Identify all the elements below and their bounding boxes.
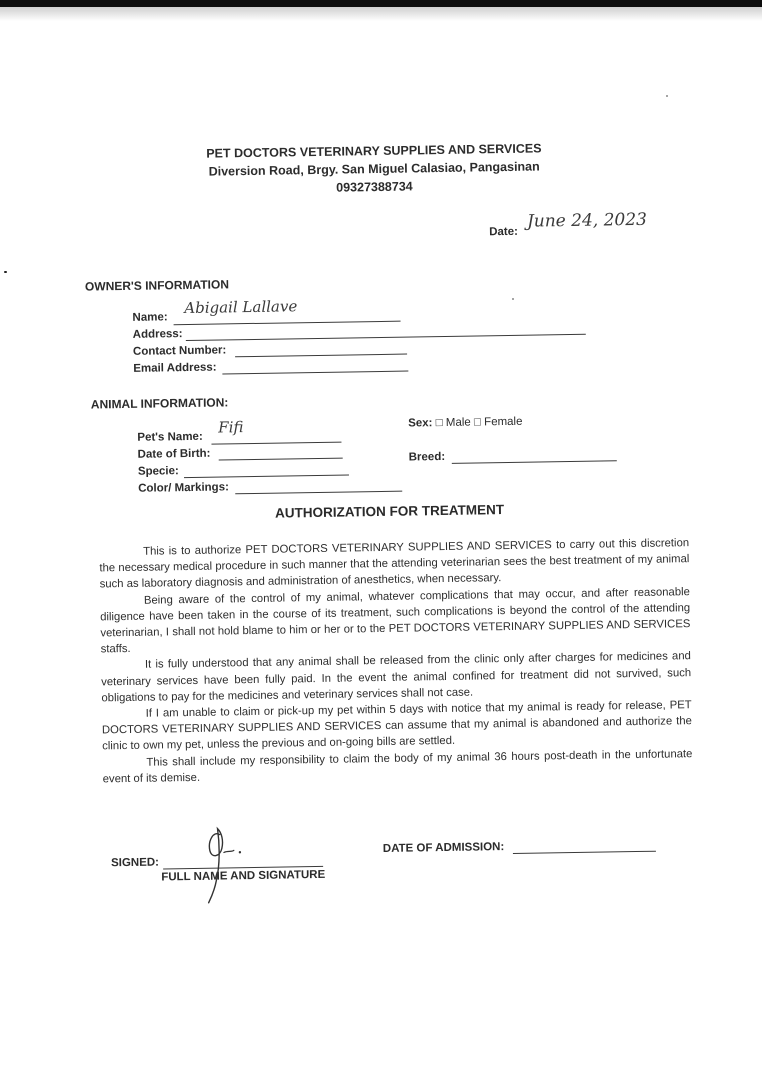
color-markings-label: Color/ Markings: <box>138 481 229 495</box>
paragraph-abandonment: If I am unable to claim or pick-up my pet within 5 days with notice that my animal is ready for release, PET DOCTORS VETERINARY SUPPLIES AND SERVICES can assume that my animal is abandoned and authorize the clinic to own my pet, unless the previous and on-going bills are settled. <box>101 699 692 753</box>
company-address: Diversion Road, Brgy. San Miguel Calasiao, Pangasinan <box>208 159 540 179</box>
email-address-label: Email Address: <box>133 361 217 375</box>
paragraph-authorize: This is to authorize PET DOCTORS VETERINARY SUPPLIES AND SERVICES to carry out this discretion the necessary medical procedure in such manner that the attending veterinarian sees the best treatment of my animal such as laboratory diagnosis and administration of anesthetics, when necessary. <box>99 537 690 591</box>
contact-number-field[interactable] <box>235 354 407 358</box>
scan-speck <box>4 271 7 273</box>
authorization-text <box>99 535 693 787</box>
owner-section-title: OWNER'S INFORMATION <box>84 277 230 294</box>
scan-speck <box>512 298 514 300</box>
specie-field[interactable] <box>184 474 349 478</box>
contact-number-label: Contact Number: <box>132 344 227 358</box>
owner-name-label: Name: <box>132 311 168 324</box>
company-name: PET DOCTORS VETERINARY SUPPLIES AND SERVICES <box>206 141 542 161</box>
pet-name-value[interactable]: Fifi <box>218 418 244 437</box>
signature-caption: FULL NAME AND SIGNATURE <box>161 868 326 884</box>
date-value[interactable]: June 24, 2023 <box>526 209 648 232</box>
male-checkbox[interactable]: □ <box>435 417 443 430</box>
owner-name-value[interactable]: Abigail Lallave <box>184 297 298 318</box>
paragraph-release: It is fully understood that any animal shall be released from the clinic only after charges for medicines and veterinary services have been fully paid. In the event the animal confined for treatment did not survived, such obligations to pay for the medicines and veterinary services shall not case. <box>101 650 692 705</box>
admission-date-label: DATE OF ADMISSION: <box>382 841 505 855</box>
authorization-title: AUTHORIZATION FOR TREATMENT <box>274 502 505 521</box>
breed-label: Breed: <box>408 450 446 464</box>
color-markings-field[interactable] <box>235 491 402 495</box>
owner-name-line <box>174 321 401 326</box>
date-label: Date: <box>489 225 519 239</box>
sex-row <box>408 416 522 430</box>
admission-date-field[interactable] <box>513 851 656 854</box>
pet-name-line <box>211 442 341 445</box>
paragraph-complications: Being aware of the control of my animal, whatever complications that may occur, and after reasonable diligence have been taken in the course of its treatment, such complications is beyond the control of the attending veterinarian, I shall not hold blame to him or her or to the PET DOCTORS VETERINARY SUPPLIES AND SERVICES staffs. <box>100 585 691 656</box>
male-label: Male <box>445 416 471 429</box>
scan-speck <box>666 95 668 97</box>
signed-label: SIGNED: <box>110 856 160 870</box>
breed-field[interactable] <box>452 460 617 464</box>
owner-address-field[interactable] <box>186 334 586 341</box>
email-address-field[interactable] <box>222 371 408 375</box>
animal-section-title: ANIMAL INFORMATION: <box>90 395 229 412</box>
paragraph-remains: This shall include my responsibility to claim the body of my animal 36 hours post-death in the unfortunate event of its demise. <box>102 747 693 786</box>
handwritten-signature <box>189 820 260 906</box>
dob-field[interactable] <box>219 458 343 461</box>
sex-label: Sex: <box>408 417 433 430</box>
company-phone: 09327388734 <box>336 179 413 195</box>
owner-address-label: Address: <box>132 328 183 341</box>
specie-label: Specie: <box>137 465 179 478</box>
female-checkbox[interactable]: □ <box>473 416 482 429</box>
dob-label: Date of Birth: <box>137 447 211 461</box>
pet-name-label: Pet's Name: <box>137 430 203 444</box>
female-label: Female <box>484 415 523 429</box>
